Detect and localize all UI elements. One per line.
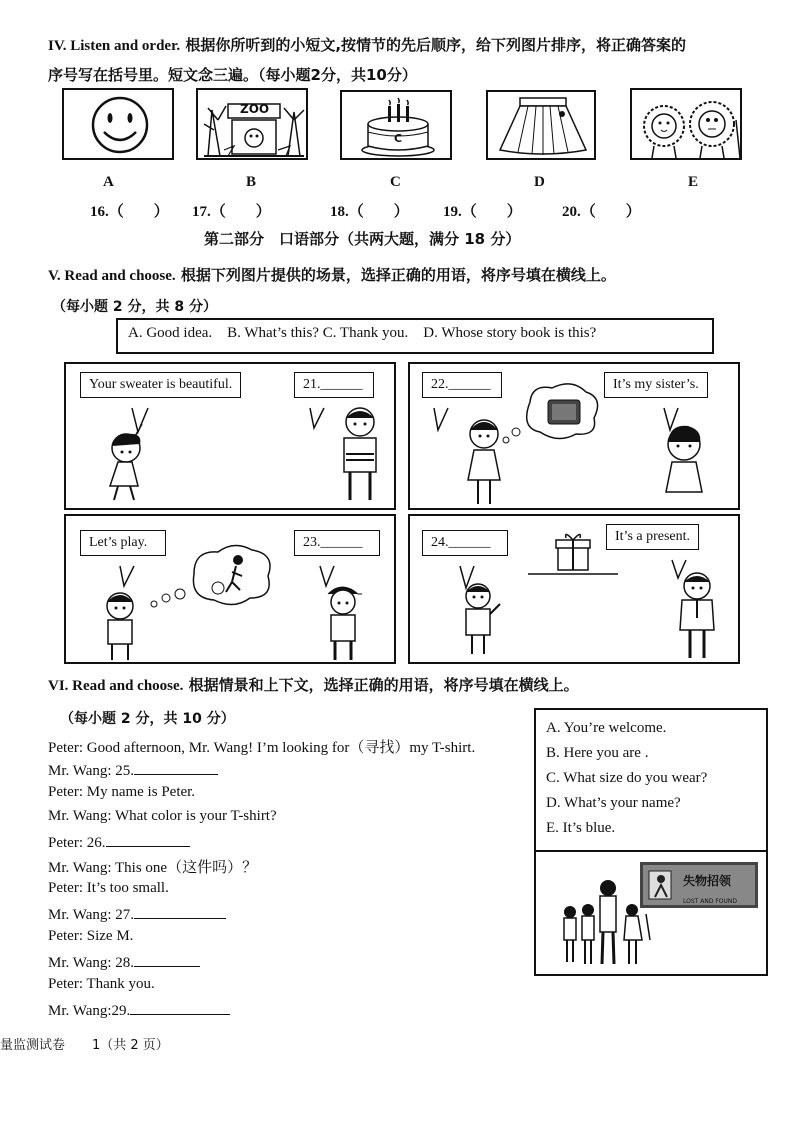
picture-c — [340, 90, 452, 160]
answer-19[interactable]: 19.（ ） — [443, 204, 522, 220]
birthday-cake-icon — [342, 92, 454, 162]
section6-title-cn: 根据情景和上下文，选择正确的用语，将序号填在横线上。 — [188, 676, 579, 694]
girl-answering-icon — [654, 422, 714, 508]
boy-sweater-icon — [330, 404, 390, 508]
dialogue-line-11: Peter: Thank you. — [48, 976, 155, 992]
section4-title-en: IV. Listen and order. — [48, 38, 181, 54]
answer-18[interactable]: 18.（ ） — [330, 204, 409, 220]
people-group-icon — [556, 878, 656, 974]
section5-title-cn: 根据下列图片提供的场景，选择正确的用语，将序号填在横线上。 — [180, 266, 616, 284]
bubble-its-a-present: It’s a present. — [606, 524, 699, 550]
option-e: E. It’s blue. — [546, 820, 616, 836]
dialogue-line-12 — [48, 1000, 230, 1020]
dialogue-line-12-text: Mr. Wang:29. — [48, 1003, 131, 1019]
dialogue-line-5-text: Peter: 26. — [48, 835, 106, 851]
cake-letter: C — [394, 132, 403, 145]
section4-title-line1 — [48, 34, 686, 55]
dialogue-line-10 — [48, 952, 200, 972]
answer-16[interactable]: 16.（ ） — [90, 204, 169, 220]
bubble-tail-22 — [434, 408, 454, 438]
section5-note: （每小题 2 分，共 8 分） — [52, 299, 217, 315]
dialogue-line-7: Peter: It’s too small. — [48, 880, 169, 896]
footer-page: 1（共 2 页） — [92, 1038, 169, 1053]
option-a: A. You’re welcome. — [546, 720, 667, 736]
section4-title-cn1: 根据你所听到的小短文,按情节的先后顺序，给下列图片排序，将正确答案的 — [185, 36, 687, 54]
sign-cn: 失物招领 — [683, 874, 732, 888]
answer-20[interactable]: 20.（ ） — [562, 204, 641, 220]
part2-heading: 第二部分 口语部分（共两大题，满分 18 分） — [204, 230, 521, 248]
bubble-lets-play: Let’s play. — [80, 530, 166, 556]
blank-25[interactable] — [134, 760, 218, 775]
girl-thinking-icon — [454, 414, 514, 510]
bubble-22[interactable]: 22.______ — [422, 372, 502, 398]
section6-options-list — [536, 710, 766, 852]
dialogue-line-8 — [48, 904, 226, 924]
skirt-icon — [488, 92, 598, 162]
dialogue-line-5 — [48, 832, 190, 852]
thought-ball-icon — [142, 540, 282, 620]
zoo-sign-text: ZOO — [240, 102, 270, 116]
blank-27[interactable] — [134, 904, 226, 919]
section6-options-box — [534, 708, 768, 976]
option-d: D. What’s your name? — [546, 795, 681, 811]
bubble-tail-sister — [664, 408, 684, 438]
lions-icon — [632, 90, 744, 162]
section6-title-en: VI. Read and choose. — [48, 678, 184, 694]
bubble-23[interactable]: 23.______ — [294, 530, 380, 556]
answer-17[interactable]: 17.（ ） — [192, 204, 271, 220]
dialogue-line-1: Peter: Good afternoon, Mr. Wang! I’m looking for（寻找）my T-shirt. — [48, 740, 476, 756]
section5-options-box: A. Good idea. B. What’s this? C. Thank you. D. Whose story book is this? — [116, 318, 714, 354]
section6-title — [48, 674, 579, 695]
dialogue-line-2 — [48, 760, 218, 780]
bubble-my-sisters: It’s my sister’s. — [604, 372, 708, 398]
section5-title — [48, 264, 616, 285]
bubble-tail-present — [672, 560, 692, 590]
dialog-panel-24 — [408, 514, 740, 664]
footer-title: 量监测试卷 — [0, 1038, 66, 1053]
gift-box-icon — [528, 530, 628, 580]
picture-a — [62, 88, 174, 160]
bubble-24[interactable]: 24.______ — [422, 530, 508, 556]
lost-and-found-sign — [640, 862, 758, 908]
picture-b-letter: B — [246, 174, 257, 190]
bubble-tail-21a — [132, 408, 152, 438]
blank-26[interactable] — [106, 832, 190, 847]
dialogue-line-10-text: Mr. Wang: 28. — [48, 955, 135, 971]
section5-title-en: V. Read and choose. — [48, 268, 176, 284]
picture-c-letter: C — [390, 174, 401, 190]
bubble-21[interactable]: 21.______ — [294, 372, 374, 398]
dialog-panel-22 — [408, 362, 740, 510]
section6-note: （每小题 2 分，共 10 分） — [60, 711, 235, 727]
dialog-panel-23 — [64, 514, 396, 664]
picture-e — [630, 88, 742, 160]
section4-title-line2: 序号写在括号里。短文念三遍。（每小题2分，共10分） — [48, 66, 417, 84]
dialogue-line-8-text: Mr. Wang: 27. — [48, 907, 135, 923]
picture-b — [196, 88, 308, 160]
smiley-face-icon — [64, 90, 176, 162]
sign-en: LOST AND FOUND — [683, 898, 738, 905]
option-c: C. What size do you wear? — [546, 770, 708, 786]
bubble-tail-24 — [460, 566, 480, 596]
bubble-tail-lets-play — [120, 566, 140, 596]
girl-icon — [94, 424, 164, 504]
bubble-your-sweater: Your sweater is beautiful. — [80, 372, 241, 398]
dialogue-line-6: Mr. Wang: This one（这件吗）？ — [48, 860, 258, 876]
picture-a-letter: A — [103, 174, 114, 190]
boy-left-icon — [96, 586, 146, 666]
blank-28[interactable] — [134, 952, 200, 967]
dialogue-line-2-text: Mr. Wang: 25. — [48, 763, 135, 779]
picture-d-letter: D — [534, 174, 545, 190]
dialog-panel-21 — [64, 362, 396, 510]
blank-29[interactable] — [130, 1000, 230, 1015]
bubble-tail-23 — [320, 566, 340, 596]
bubble-tail-21b — [310, 408, 330, 438]
dialogue-line-3: Peter: My name is Peter. — [48, 784, 196, 800]
dialogue-line-9: Peter: Size M. — [48, 928, 134, 944]
picture-e-letter: E — [688, 174, 699, 190]
option-b: B. Here you are . — [546, 745, 649, 761]
dialogue-line-4: Mr. Wang: What color is your T-shirt? — [48, 808, 277, 824]
picture-d — [486, 90, 596, 160]
zoo-gate-icon — [198, 90, 310, 162]
